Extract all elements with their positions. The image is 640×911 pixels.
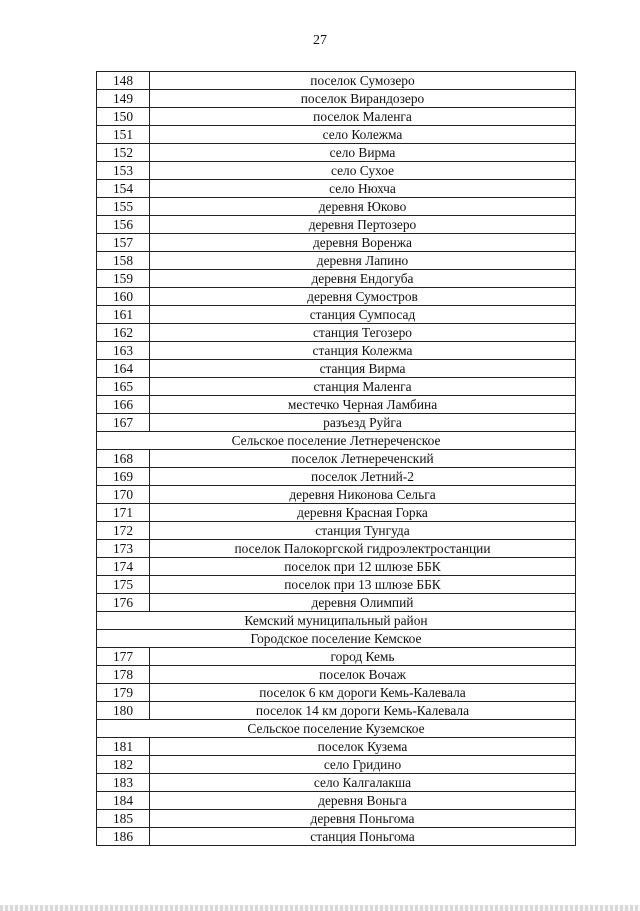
table-row bbox=[97, 360, 576, 378]
section-row bbox=[97, 432, 576, 450]
scan-edge bbox=[0, 905, 640, 911]
settlement-name: деревня Пертозеро bbox=[150, 216, 576, 234]
row-number: 185 bbox=[97, 810, 150, 828]
table-row bbox=[97, 216, 576, 234]
table-row bbox=[97, 558, 576, 576]
row-number: 153 bbox=[97, 162, 150, 180]
settlement-name: деревня Ендогуба bbox=[150, 270, 576, 288]
table-row bbox=[97, 756, 576, 774]
row-number: 177 bbox=[97, 648, 150, 666]
table-row bbox=[97, 342, 576, 360]
settlement-name: деревня Сумостров bbox=[150, 288, 576, 306]
settlement-name: местечко Черная Ламбина bbox=[150, 396, 576, 414]
row-number: 160 bbox=[97, 288, 150, 306]
table-row bbox=[97, 450, 576, 468]
row-number: 174 bbox=[97, 558, 150, 576]
row-number: 178 bbox=[97, 666, 150, 684]
settlement-name: поселок Летний-2 bbox=[150, 468, 576, 486]
row-number: 184 bbox=[97, 792, 150, 810]
settlement-name: станция Колежма bbox=[150, 342, 576, 360]
table-row bbox=[97, 90, 576, 108]
row-number: 170 bbox=[97, 486, 150, 504]
settlement-name: поселок Вирандозеро bbox=[150, 90, 576, 108]
row-number: 155 bbox=[97, 198, 150, 216]
table-row bbox=[97, 396, 576, 414]
row-number: 148 bbox=[97, 72, 150, 90]
row-number: 179 bbox=[97, 684, 150, 702]
row-number: 172 bbox=[97, 522, 150, 540]
section-title: Сельское поселение Летнереченское bbox=[97, 432, 576, 450]
settlement-name: поселок Маленга bbox=[150, 108, 576, 126]
row-number: 166 bbox=[97, 396, 150, 414]
settlement-name: село Гридино bbox=[150, 756, 576, 774]
settlement-name: поселок 6 км дороги Кемь-Калевала bbox=[150, 684, 576, 702]
table-row bbox=[97, 774, 576, 792]
row-number: 182 bbox=[97, 756, 150, 774]
row-number: 168 bbox=[97, 450, 150, 468]
row-number: 161 bbox=[97, 306, 150, 324]
table-row bbox=[97, 594, 576, 612]
table-row bbox=[97, 270, 576, 288]
table-row bbox=[97, 414, 576, 432]
section-row bbox=[97, 612, 576, 630]
table-row bbox=[97, 108, 576, 126]
settlement-name: деревня Воренжа bbox=[150, 234, 576, 252]
table-row bbox=[97, 504, 576, 522]
settlement-name: деревня Воньга bbox=[150, 792, 576, 810]
table-row bbox=[97, 486, 576, 504]
section-row bbox=[97, 720, 576, 738]
row-number: 183 bbox=[97, 774, 150, 792]
table-body bbox=[97, 72, 576, 846]
table-row bbox=[97, 576, 576, 594]
section-row bbox=[97, 630, 576, 648]
settlement-name: деревня Поньгома bbox=[150, 810, 576, 828]
settlement-name: город Кемь bbox=[150, 648, 576, 666]
settlement-name: станция Маленга bbox=[150, 378, 576, 396]
row-number: 149 bbox=[97, 90, 150, 108]
row-number: 164 bbox=[97, 360, 150, 378]
settlement-name: поселок Кузема bbox=[150, 738, 576, 756]
row-number: 154 bbox=[97, 180, 150, 198]
settlement-name: поселок Вочаж bbox=[150, 666, 576, 684]
settlement-name: поселок при 13 шлюзе ББК bbox=[150, 576, 576, 594]
settlement-name: село Калгалакша bbox=[150, 774, 576, 792]
row-number: 152 bbox=[97, 144, 150, 162]
table-row bbox=[97, 144, 576, 162]
row-number: 150 bbox=[97, 108, 150, 126]
row-number: 167 bbox=[97, 414, 150, 432]
row-number: 162 bbox=[97, 324, 150, 342]
table-row bbox=[97, 702, 576, 720]
settlement-name: разъезд Руйга bbox=[150, 414, 576, 432]
settlement-name: деревня Олимпий bbox=[150, 594, 576, 612]
row-number: 181 bbox=[97, 738, 150, 756]
settlement-name: станция Тунгуда bbox=[150, 522, 576, 540]
row-number: 175 bbox=[97, 576, 150, 594]
settlements-table bbox=[96, 71, 576, 846]
settlement-name: станция Тегозеро bbox=[150, 324, 576, 342]
table-row bbox=[97, 180, 576, 198]
settlement-name: село Колежма bbox=[150, 126, 576, 144]
settlement-name: деревня Никонова Сельга bbox=[150, 486, 576, 504]
row-number: 157 bbox=[97, 234, 150, 252]
settlement-name: станция Вирма bbox=[150, 360, 576, 378]
table-row bbox=[97, 828, 576, 846]
section-title: Городское поселение Кемское bbox=[97, 630, 576, 648]
row-number: 163 bbox=[97, 342, 150, 360]
row-number: 169 bbox=[97, 468, 150, 486]
table-row bbox=[97, 198, 576, 216]
settlement-name: поселок Палокоргской гидроэлектростанции bbox=[150, 540, 576, 558]
row-number: 171 bbox=[97, 504, 150, 522]
settlement-name: поселок при 12 шлюзе ББК bbox=[150, 558, 576, 576]
table-row bbox=[97, 684, 576, 702]
table-row bbox=[97, 126, 576, 144]
table-row bbox=[97, 792, 576, 810]
settlement-name: поселок Сумозеро bbox=[150, 72, 576, 90]
table-row bbox=[97, 468, 576, 486]
settlement-name: деревня Красная Горка bbox=[150, 504, 576, 522]
table-row bbox=[97, 324, 576, 342]
table-row bbox=[97, 72, 576, 90]
settlement-name: станция Сумпосад bbox=[150, 306, 576, 324]
table-row bbox=[97, 666, 576, 684]
table-row bbox=[97, 288, 576, 306]
row-number: 156 bbox=[97, 216, 150, 234]
settlement-name: деревня Юково bbox=[150, 198, 576, 216]
table-row bbox=[97, 522, 576, 540]
settlement-name: станция Поньгома bbox=[150, 828, 576, 846]
row-number: 158 bbox=[97, 252, 150, 270]
row-number: 151 bbox=[97, 126, 150, 144]
settlement-name: поселок Летнереченский bbox=[150, 450, 576, 468]
row-number: 176 bbox=[97, 594, 150, 612]
table-row bbox=[97, 162, 576, 180]
table-row bbox=[97, 810, 576, 828]
table-row bbox=[97, 648, 576, 666]
settlement-name: поселок 14 км дороги Кемь-Калевала bbox=[150, 702, 576, 720]
settlement-name: село Сухое bbox=[150, 162, 576, 180]
table-row bbox=[97, 738, 576, 756]
settlement-name: село Нюхча bbox=[150, 180, 576, 198]
table-row bbox=[97, 252, 576, 270]
table-row bbox=[97, 234, 576, 252]
table-row bbox=[97, 306, 576, 324]
row-number: 186 bbox=[97, 828, 150, 846]
row-number: 180 bbox=[97, 702, 150, 720]
section-title: Кемский муниципальный район bbox=[97, 612, 576, 630]
row-number: 173 bbox=[97, 540, 150, 558]
section-title: Сельское поселение Куземское bbox=[97, 720, 576, 738]
settlement-name: село Вирма bbox=[150, 144, 576, 162]
table-row bbox=[97, 378, 576, 396]
settlement-name: деревня Лапино bbox=[150, 252, 576, 270]
page-number: 27 bbox=[313, 33, 327, 48]
row-number: 159 bbox=[97, 270, 150, 288]
table-row bbox=[97, 540, 576, 558]
row-number: 165 bbox=[97, 378, 150, 396]
